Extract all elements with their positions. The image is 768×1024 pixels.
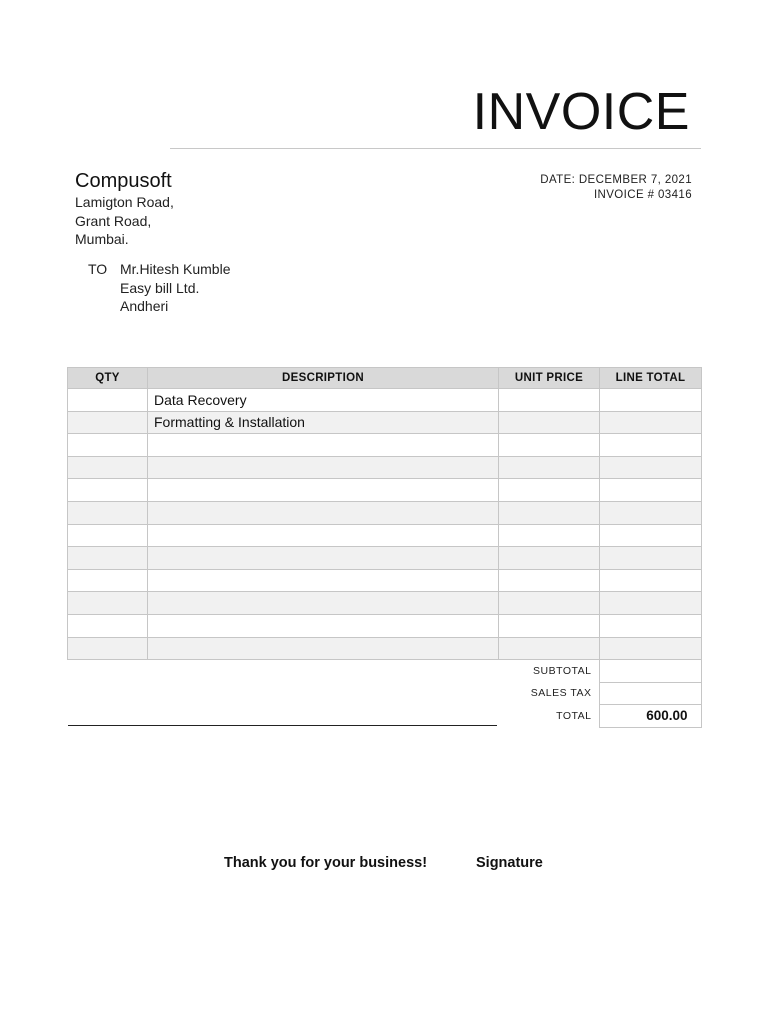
- seller-address-line: Grant Road,: [75, 212, 152, 229]
- totals-table: [497, 659, 702, 728]
- recipient-block: [120, 260, 230, 316]
- unit-price-cell: [499, 569, 600, 592]
- qty-cell: [68, 501, 148, 524]
- qty-cell: [68, 614, 148, 637]
- subtotal-label: SUBTOTAL: [533, 664, 592, 677]
- recipient-line: Andheri: [120, 298, 169, 314]
- description-cell: [148, 569, 499, 592]
- line-total-cell: [600, 524, 702, 547]
- table-row: [68, 389, 702, 412]
- line-total-cell: [600, 501, 702, 524]
- header-line-total: LINE TOTAL: [600, 368, 702, 389]
- table-row: [68, 479, 702, 502]
- unit-price-cell: [499, 614, 600, 637]
- description-cell: [148, 524, 499, 547]
- header-qty: QTY: [68, 368, 148, 389]
- description-cell: [148, 479, 499, 502]
- qty-cell: [68, 547, 148, 570]
- seller-block: [75, 170, 174, 249]
- subtotal-row: [497, 660, 701, 683]
- unit-price-cell: [499, 592, 600, 615]
- line-total-cell: [600, 389, 702, 412]
- sales-tax-row: [497, 682, 701, 705]
- unit-price-cell: [499, 524, 600, 547]
- unit-price-cell: [499, 501, 600, 524]
- description-cell: [148, 501, 499, 524]
- description-cell: [148, 592, 499, 615]
- table-row: [68, 456, 702, 479]
- title-divider: [170, 148, 701, 149]
- line-total-cell: [600, 547, 702, 570]
- seller-address-line: Mumbai.: [75, 231, 129, 247]
- invoice-title: INVOICE: [472, 83, 690, 141]
- qty-cell: [68, 637, 148, 660]
- description-cell: Data Recovery: [148, 389, 499, 412]
- items-table: [67, 367, 702, 660]
- table-row: [68, 592, 702, 615]
- description-cell: Formatting & Installation: [148, 411, 499, 434]
- qty-cell: [68, 592, 148, 615]
- line-total-cell: [600, 434, 702, 457]
- thanks-message: Thank you for your business!: [224, 855, 428, 871]
- signature-label: Signature: [476, 855, 543, 871]
- table-row: [68, 501, 702, 524]
- header-description: DESCRIPTION: [148, 368, 499, 389]
- sales-tax-value: [599, 682, 701, 705]
- unit-price-cell: [499, 479, 600, 502]
- table-row: [68, 637, 702, 660]
- invoice-number: INVOICE # 03416: [593, 188, 692, 201]
- line-total-cell: [600, 637, 702, 660]
- invoice-date: DATE: DECEMBER 7, 2021: [540, 174, 692, 186]
- table-row: [68, 547, 702, 570]
- seller-address-line: Lamigton Road,: [75, 194, 174, 210]
- description-cell: [148, 547, 499, 570]
- qty-cell: [68, 456, 148, 479]
- line-total-cell: [600, 569, 702, 592]
- table-row: [68, 569, 702, 592]
- unit-price-cell: [499, 389, 600, 412]
- table-row: [68, 524, 702, 547]
- line-total-cell: [600, 614, 702, 637]
- description-cell: [148, 614, 499, 637]
- items-header-row: [68, 368, 702, 389]
- qty-cell: [68, 569, 148, 592]
- description-cell: [148, 434, 499, 457]
- qty-cell: [68, 479, 148, 502]
- qty-cell: [68, 389, 148, 412]
- line-total-cell: [600, 592, 702, 615]
- unit-price-cell: [499, 456, 600, 479]
- total-value: 600.00: [599, 705, 701, 728]
- recipient-line: Easy bill Ltd.: [120, 279, 200, 296]
- qty-cell: [68, 524, 148, 547]
- unit-price-cell: [499, 411, 600, 434]
- unit-price-cell: [499, 547, 600, 570]
- recipient-line: Mr.Hitesh Kumble: [120, 261, 231, 277]
- total-row: [497, 705, 701, 728]
- description-cell: [148, 637, 499, 660]
- total-divider: [68, 725, 497, 726]
- line-total-cell: [600, 456, 702, 479]
- table-row: [68, 434, 702, 457]
- recipient-label: TO: [88, 261, 108, 277]
- sales-tax-label: SALES TAX: [530, 687, 592, 700]
- invoice-meta: [540, 173, 692, 202]
- qty-cell: [68, 411, 148, 434]
- table-row: [68, 411, 702, 434]
- unit-price-cell: [499, 434, 600, 457]
- line-total-cell: [600, 479, 702, 502]
- header-unit-price: UNIT PRICE: [499, 368, 600, 389]
- description-cell: [148, 456, 499, 479]
- qty-cell: [68, 434, 148, 457]
- total-label: TOTAL: [556, 709, 592, 722]
- table-row: [68, 614, 702, 637]
- seller-name: Compusoft: [75, 170, 172, 192]
- line-total-cell: [600, 411, 702, 434]
- subtotal-value: [599, 660, 701, 683]
- unit-price-cell: [499, 637, 600, 660]
